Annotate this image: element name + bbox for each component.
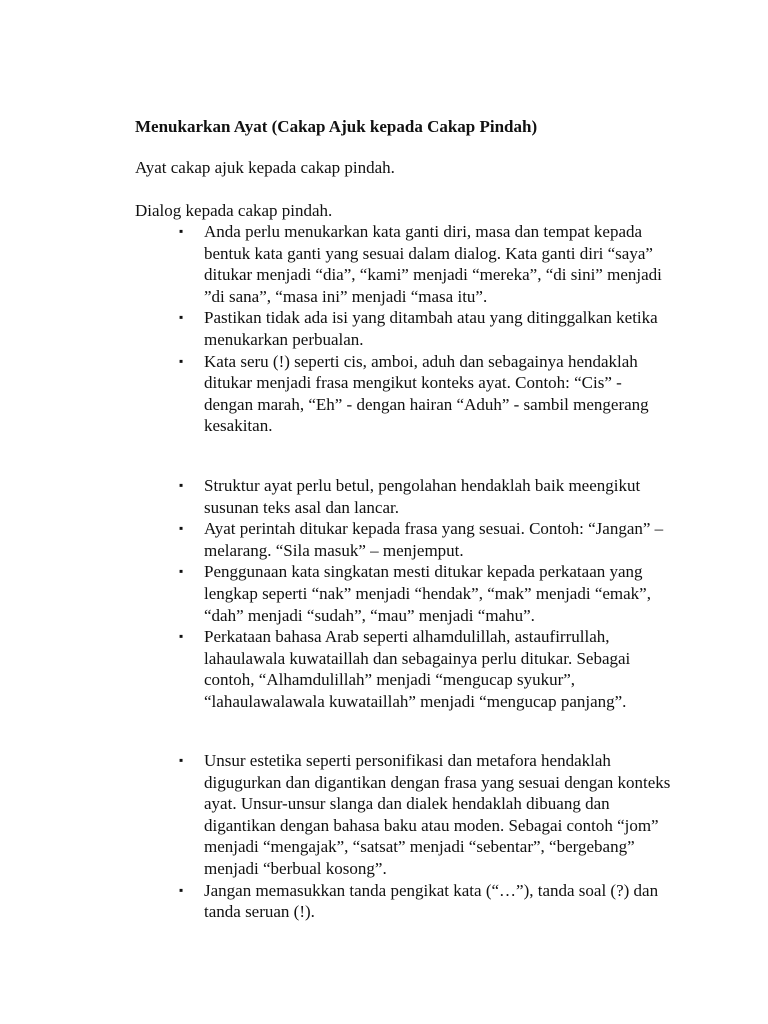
square-bullet-icon: ▪ [179, 882, 184, 897]
square-bullet-icon: ▪ [179, 478, 184, 492]
list-item-text: Jangan memasukkan tanda pengikat kata (“…”), tanda soal (?) dan tanda seruan (!). [204, 880, 659, 922]
list-item [0, 518, 674, 561]
list-item-text: Unsur estetika seperti personifikasi dan metafora hendaklah digugurkan dan digantikan dengan frasa yang sesuai dengan konteks ayat. Unsur-unsur slanga dan dialek hendaklah dibuang dan digantikan dengan bahasa baku atau moden. Sebagai contoh “jom” menjadi “mengajak”, “satsat” menjadi “sebentar”, “bergebang” menjadi “berbual kosong”. [204, 751, 671, 878]
document-title: Menukarkan Ayat (Cakap Ajuk kepada Cakap Pindah) [135, 117, 538, 136]
square-bullet-icon: ▪ [179, 629, 184, 644]
list-item-text: Ayat perintah ditukar kepada frasa yang sesuai. Contoh: “Jangan” – melarang. “Sila masuk” – menjemput. [204, 519, 664, 560]
square-bullet-icon: ▪ [179, 753, 184, 767]
list-item [0, 351, 674, 437]
intro-paragraph: Ayat cakap ajuk kepada cakap pindah. [135, 158, 395, 177]
list-item [0, 307, 674, 350]
list-item [0, 880, 674, 923]
list-item-text: Kata seru (!) seperti cis, amboi, aduh dan sebagainya hendaklah ditukar menjadi frasa mengikut konteks ayat. Contoh: “Cis” - dengan marah, “Eh” - dengan hairan “Aduh” - sambil mengerang kesakitan. [204, 351, 649, 436]
square-bullet-icon: ▪ [179, 310, 184, 325]
list-item [0, 475, 674, 518]
list-item [0, 221, 674, 307]
square-bullet-icon: ▪ [179, 564, 184, 579]
dialog-subheading: Dialog kepada cakap pindah. [135, 201, 333, 220]
list-item-text: Struktur ayat perlu betul, pengolahan hendaklah baik meengikut susunan teks asal dan lancar. [204, 476, 641, 517]
bullet-list-2 [0, 475, 768, 713]
list-item [0, 561, 674, 626]
square-bullet-icon: ▪ [179, 224, 184, 238]
bullet-list-3 [0, 750, 768, 923]
list-item [0, 750, 674, 880]
list-item [0, 626, 674, 712]
list-item-text: Penggunaan kata singkatan mesti ditukar kepada perkataan yang lengkap seperti “nak” menjadi “hendak”, “mak” menjadi “emak”, “dah” menjadi “sudah”, “mau” menjadi “mahu”. [204, 562, 651, 625]
list-item-text: Anda perlu menukarkan kata ganti diri, masa dan tempat kepada bentuk kata ganti yang sesuai dalam dialog. Kata ganti diri “saya” ditukar menjadi “dia”, “kami” menjadi “mereka”, “di sini” menjadi ”di sana”, “masa ini” menjadi “masa itu”. [204, 222, 662, 306]
square-bullet-icon: ▪ [179, 521, 184, 536]
bullet-list-1 [0, 221, 768, 437]
square-bullet-icon: ▪ [179, 353, 184, 368]
list-item-text: Pastikan tidak ada isi yang ditambah atau yang ditinggalkan ketika menukarkan perbualan. [204, 308, 658, 349]
list-item-text: Perkataan bahasa Arab seperti alhamdulillah, astaufirrullah, lahaulawala kuwataillah dan sebagainya perlu ditukar. Sebagai contoh, “Alhamdulillah” menjadi “mengucap syukur”, “lahaulawalawala kuwataillah” menjadi “mengucap panjang”. [204, 627, 631, 711]
